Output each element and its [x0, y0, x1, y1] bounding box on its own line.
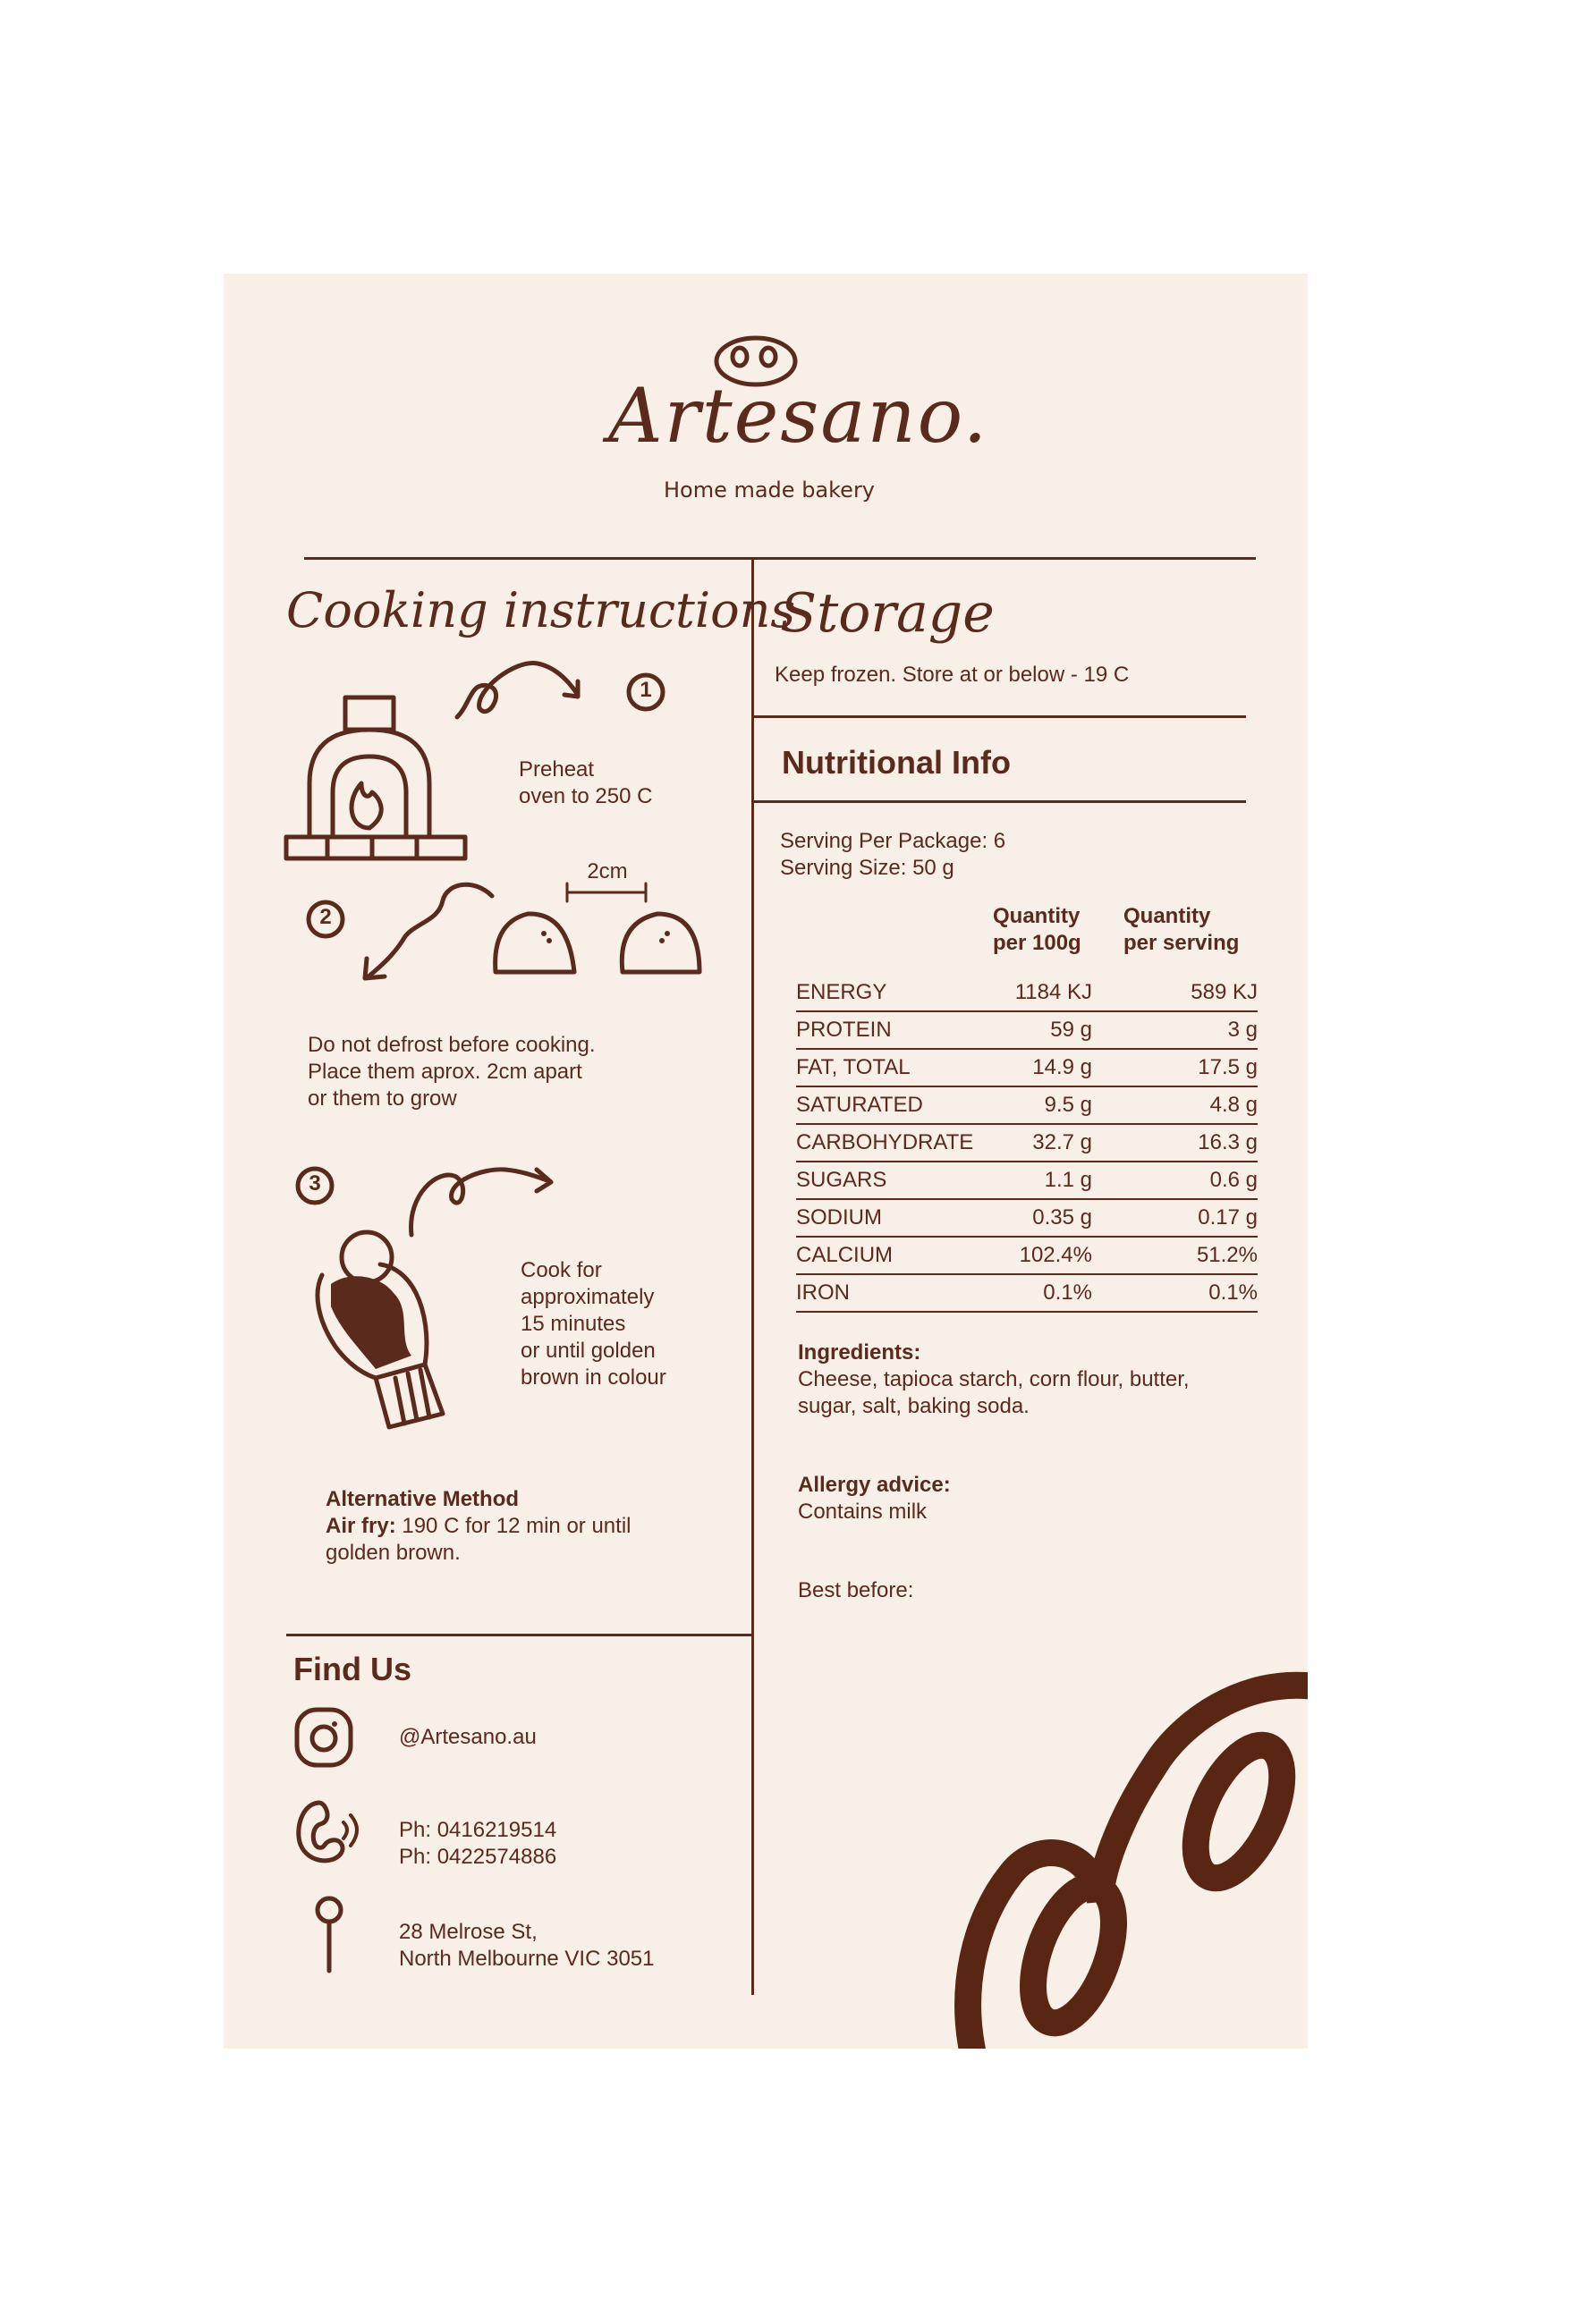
- nutrient-name: ENERGY: [796, 980, 887, 1004]
- alternative-method: [326, 1486, 631, 1567]
- qty-per-100g: 0.1%: [1043, 1280, 1092, 1305]
- step1-arrow-icon: [453, 655, 596, 726]
- step3-line: Cook for: [521, 1258, 602, 1282]
- phone-number-2[interactable]: Ph: 0422574886: [399, 1845, 557, 1869]
- nutrition-table: [796, 975, 1258, 1313]
- step2-line: Do not defrost before cooking.: [308, 1033, 596, 1057]
- qty-per-serving: 589 KJ: [1191, 980, 1258, 1004]
- step3-number: 3: [309, 1171, 321, 1196]
- nutrient-name: CARBOHYDRATE: [796, 1130, 974, 1154]
- col-header-line: Quantity: [1123, 904, 1211, 928]
- serving-info: [780, 828, 1005, 882]
- step3-line: or until golden: [521, 1339, 656, 1363]
- table-row: [796, 1238, 1258, 1275]
- qty-per-serving: 4.8 g: [1209, 1093, 1258, 1117]
- instagram-icon: [293, 1706, 356, 1769]
- table-row: [796, 1200, 1258, 1238]
- center-divider: [751, 557, 754, 1995]
- nutrition-divider: [754, 800, 1246, 803]
- nutrient-name: SUGARS: [796, 1168, 887, 1192]
- qty-per-serving: 16.3 g: [1198, 1130, 1258, 1154]
- phone-numbers: [399, 1817, 556, 1871]
- qty-per-100g: 9.5 g: [1044, 1093, 1092, 1117]
- alt-label: Air fry:: [326, 1514, 396, 1538]
- ingredients-title: Ingredients:: [798, 1340, 921, 1365]
- table-row: [796, 1012, 1258, 1050]
- nutrient-name: IRON: [796, 1280, 850, 1305]
- step3-text: [521, 1257, 666, 1391]
- table-row: [796, 1087, 1258, 1125]
- address-line-2: North Melbourne VIC 3051: [399, 1947, 655, 1971]
- col-header-line: Quantity: [993, 904, 1081, 928]
- table-row: [796, 1125, 1258, 1162]
- storage-divider: [754, 715, 1246, 718]
- step2-line: Place them aprox. 2cm apart: [308, 1060, 582, 1084]
- hand-holding-bread-icon: [313, 1221, 456, 1436]
- qty-per-100g: 0.35 g: [1032, 1205, 1092, 1230]
- col-header-line: per serving: [1123, 931, 1240, 955]
- instagram-handle[interactable]: @Artesano.au: [399, 1725, 537, 1749]
- step1-line: oven to 250 C: [519, 784, 653, 808]
- ingredients: [798, 1339, 1190, 1420]
- ingredients-line: sugar, salt, baking soda.: [798, 1394, 1030, 1418]
- phone-icon: [292, 1796, 372, 1867]
- spacing-indicator: [564, 882, 653, 903]
- qty-per-100g: 14.9 g: [1032, 1055, 1092, 1079]
- table-row: [796, 1275, 1258, 1313]
- alt-line-2: golden brown.: [326, 1541, 461, 1565]
- alt-line-1: [326, 1513, 631, 1540]
- allergy-advice: [798, 1472, 951, 1525]
- serving-per-package: Serving Per Package: 6: [780, 829, 1006, 853]
- qty-per-serving: 51.2%: [1196, 1243, 1258, 1267]
- step3-line: brown in colour: [521, 1365, 666, 1390]
- nutrient-name: CALCIUM: [796, 1243, 894, 1267]
- serving-size: Serving Size: 50 g: [780, 856, 954, 880]
- qty-per-serving: 3 g: [1227, 1018, 1258, 1042]
- qty-per-serving: 0.1%: [1208, 1280, 1258, 1305]
- address-line-1: 28 Melrose St,: [399, 1920, 538, 1944]
- qty-per-serving: 0.17 g: [1198, 1205, 1258, 1230]
- table-row: [796, 1050, 1258, 1087]
- col-header-line: per 100g: [993, 931, 1081, 955]
- oven-icon: [283, 694, 470, 873]
- qty-per-100g: 59 g: [1050, 1018, 1092, 1042]
- brand-name: Artesano.: [608, 372, 989, 460]
- find-us-divider: [286, 1634, 753, 1636]
- find-us-title: Find Us: [293, 1651, 411, 1687]
- qty-per-100g: 1.1 g: [1044, 1168, 1092, 1192]
- step1-number: 1: [640, 678, 652, 702]
- allergy-text: Contains milk: [798, 1500, 928, 1524]
- step2-line: or them to grow: [308, 1086, 457, 1111]
- top-divider: [304, 557, 1256, 560]
- step2-text: [308, 1032, 596, 1112]
- ingredients-line: Cheese, tapioca starch, corn flour, butter,: [798, 1367, 1190, 1391]
- alt-title: Alternative Method: [326, 1487, 520, 1511]
- qty-per-100g: 102.4%: [1019, 1243, 1092, 1267]
- nutrition-title: Nutritional Info: [782, 744, 1011, 781]
- brand-tagline: Home made bakery: [663, 477, 876, 503]
- address: [399, 1919, 655, 1973]
- nutrient-name: SATURATED: [796, 1093, 923, 1117]
- nutrient-name: FAT, TOTAL: [796, 1055, 911, 1079]
- step1-line: Preheat: [519, 757, 595, 782]
- qty-per-100g: 1184 KJ: [1014, 980, 1092, 1004]
- storage-text: Keep frozen. Store at or below - 19 C: [775, 663, 1130, 687]
- allergy-title: Allergy advice:: [798, 1473, 951, 1497]
- nutrient-name: PROTEIN: [796, 1018, 892, 1042]
- step2-number: 2: [319, 905, 332, 929]
- table-row: [796, 1162, 1258, 1200]
- col-header-per-serving: [1123, 903, 1239, 957]
- spacing-label: 2cm: [587, 859, 628, 883]
- step3-line: approximately: [521, 1285, 655, 1309]
- location-pin-icon: [313, 1894, 345, 1974]
- qty-per-serving: 0.6 g: [1209, 1168, 1258, 1192]
- step3-line: 15 minutes: [521, 1312, 626, 1336]
- decorative-swirl-icon: [957, 1669, 1308, 2049]
- qty-per-serving: 17.5 g: [1198, 1055, 1258, 1079]
- label-card: [224, 274, 1308, 2049]
- table-row: [796, 975, 1258, 1012]
- cooking-title: Cooking instructions: [286, 582, 796, 638]
- col-header-per-100g: [993, 903, 1081, 957]
- phone-number-1[interactable]: Ph: 0416219514: [399, 1818, 557, 1842]
- step2-arrow-icon: [358, 878, 501, 985]
- qty-per-100g: 32.7 g: [1032, 1130, 1092, 1154]
- storage-title: Storage: [780, 582, 995, 645]
- step1-text: [519, 756, 652, 810]
- best-before: Best before:: [798, 1578, 914, 1602]
- alt-text: 190 C for 12 min or until: [395, 1514, 631, 1538]
- nutrient-name: SODIUM: [796, 1205, 882, 1230]
